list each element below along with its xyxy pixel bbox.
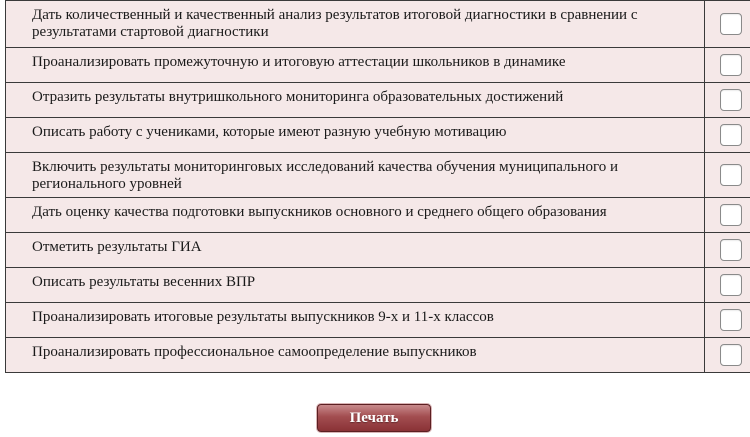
checklist-checkbox[interactable] [720, 124, 742, 146]
checklist-row [6, 48, 750, 83]
checklist-row [6, 198, 750, 233]
checklist-item-text: Отметить результаты ГИА [6, 233, 705, 268]
checklist-item-text: Дать количественный и качественный анализ результатов итоговой диагностики в сравнении с результатами стартовой диагностики [6, 1, 705, 48]
checklist-item-text: Включить результаты мониторинговых исследований качества обучения муниципального и регионального уровней [6, 153, 705, 198]
checklist-row [6, 153, 750, 198]
checklist-checkbox[interactable] [720, 239, 742, 261]
checklist-checkbox[interactable] [720, 13, 742, 35]
checklist-item-text: Проанализировать профессиональное самоопределение выпускников [6, 338, 705, 373]
checklist-item-text: Описать работу с учениками, которые имеют разную учебную мотивацию [6, 118, 705, 153]
checklist-row [6, 118, 750, 153]
checklist-checkbox[interactable] [720, 309, 742, 331]
checklist-item-text: Отразить результаты внутришкольного мониторинга образовательных достижений [6, 83, 705, 118]
checklist-checkbox[interactable] [720, 89, 742, 111]
checklist-checkbox[interactable] [720, 344, 742, 366]
checklist-checkbox[interactable] [720, 274, 742, 296]
print-button[interactable]: Печать [317, 404, 431, 432]
checklist-row [6, 1, 750, 48]
checklist-checkbox[interactable] [720, 164, 742, 186]
checklist-checkbox[interactable] [720, 204, 742, 226]
checklist-checkbox[interactable] [720, 54, 742, 76]
checklist-row [6, 303, 750, 338]
checklist-row [6, 268, 750, 303]
checklist-row [6, 83, 750, 118]
checklist-item-text: Дать оценку качества подготовки выпускников основного и среднего общего образования [6, 198, 705, 233]
checklist-row [6, 338, 750, 373]
checklist-item-text: Проанализировать итоговые результаты выпускников 9-х и 11-х классов [6, 303, 705, 338]
checklist-table [5, 0, 750, 373]
checklist-item-text: Проанализировать промежуточную и итоговую аттестации школьников в динамике [6, 48, 705, 83]
checklist-item-text: Описать результаты весенних ВПР [6, 268, 705, 303]
checklist-row [6, 233, 750, 268]
